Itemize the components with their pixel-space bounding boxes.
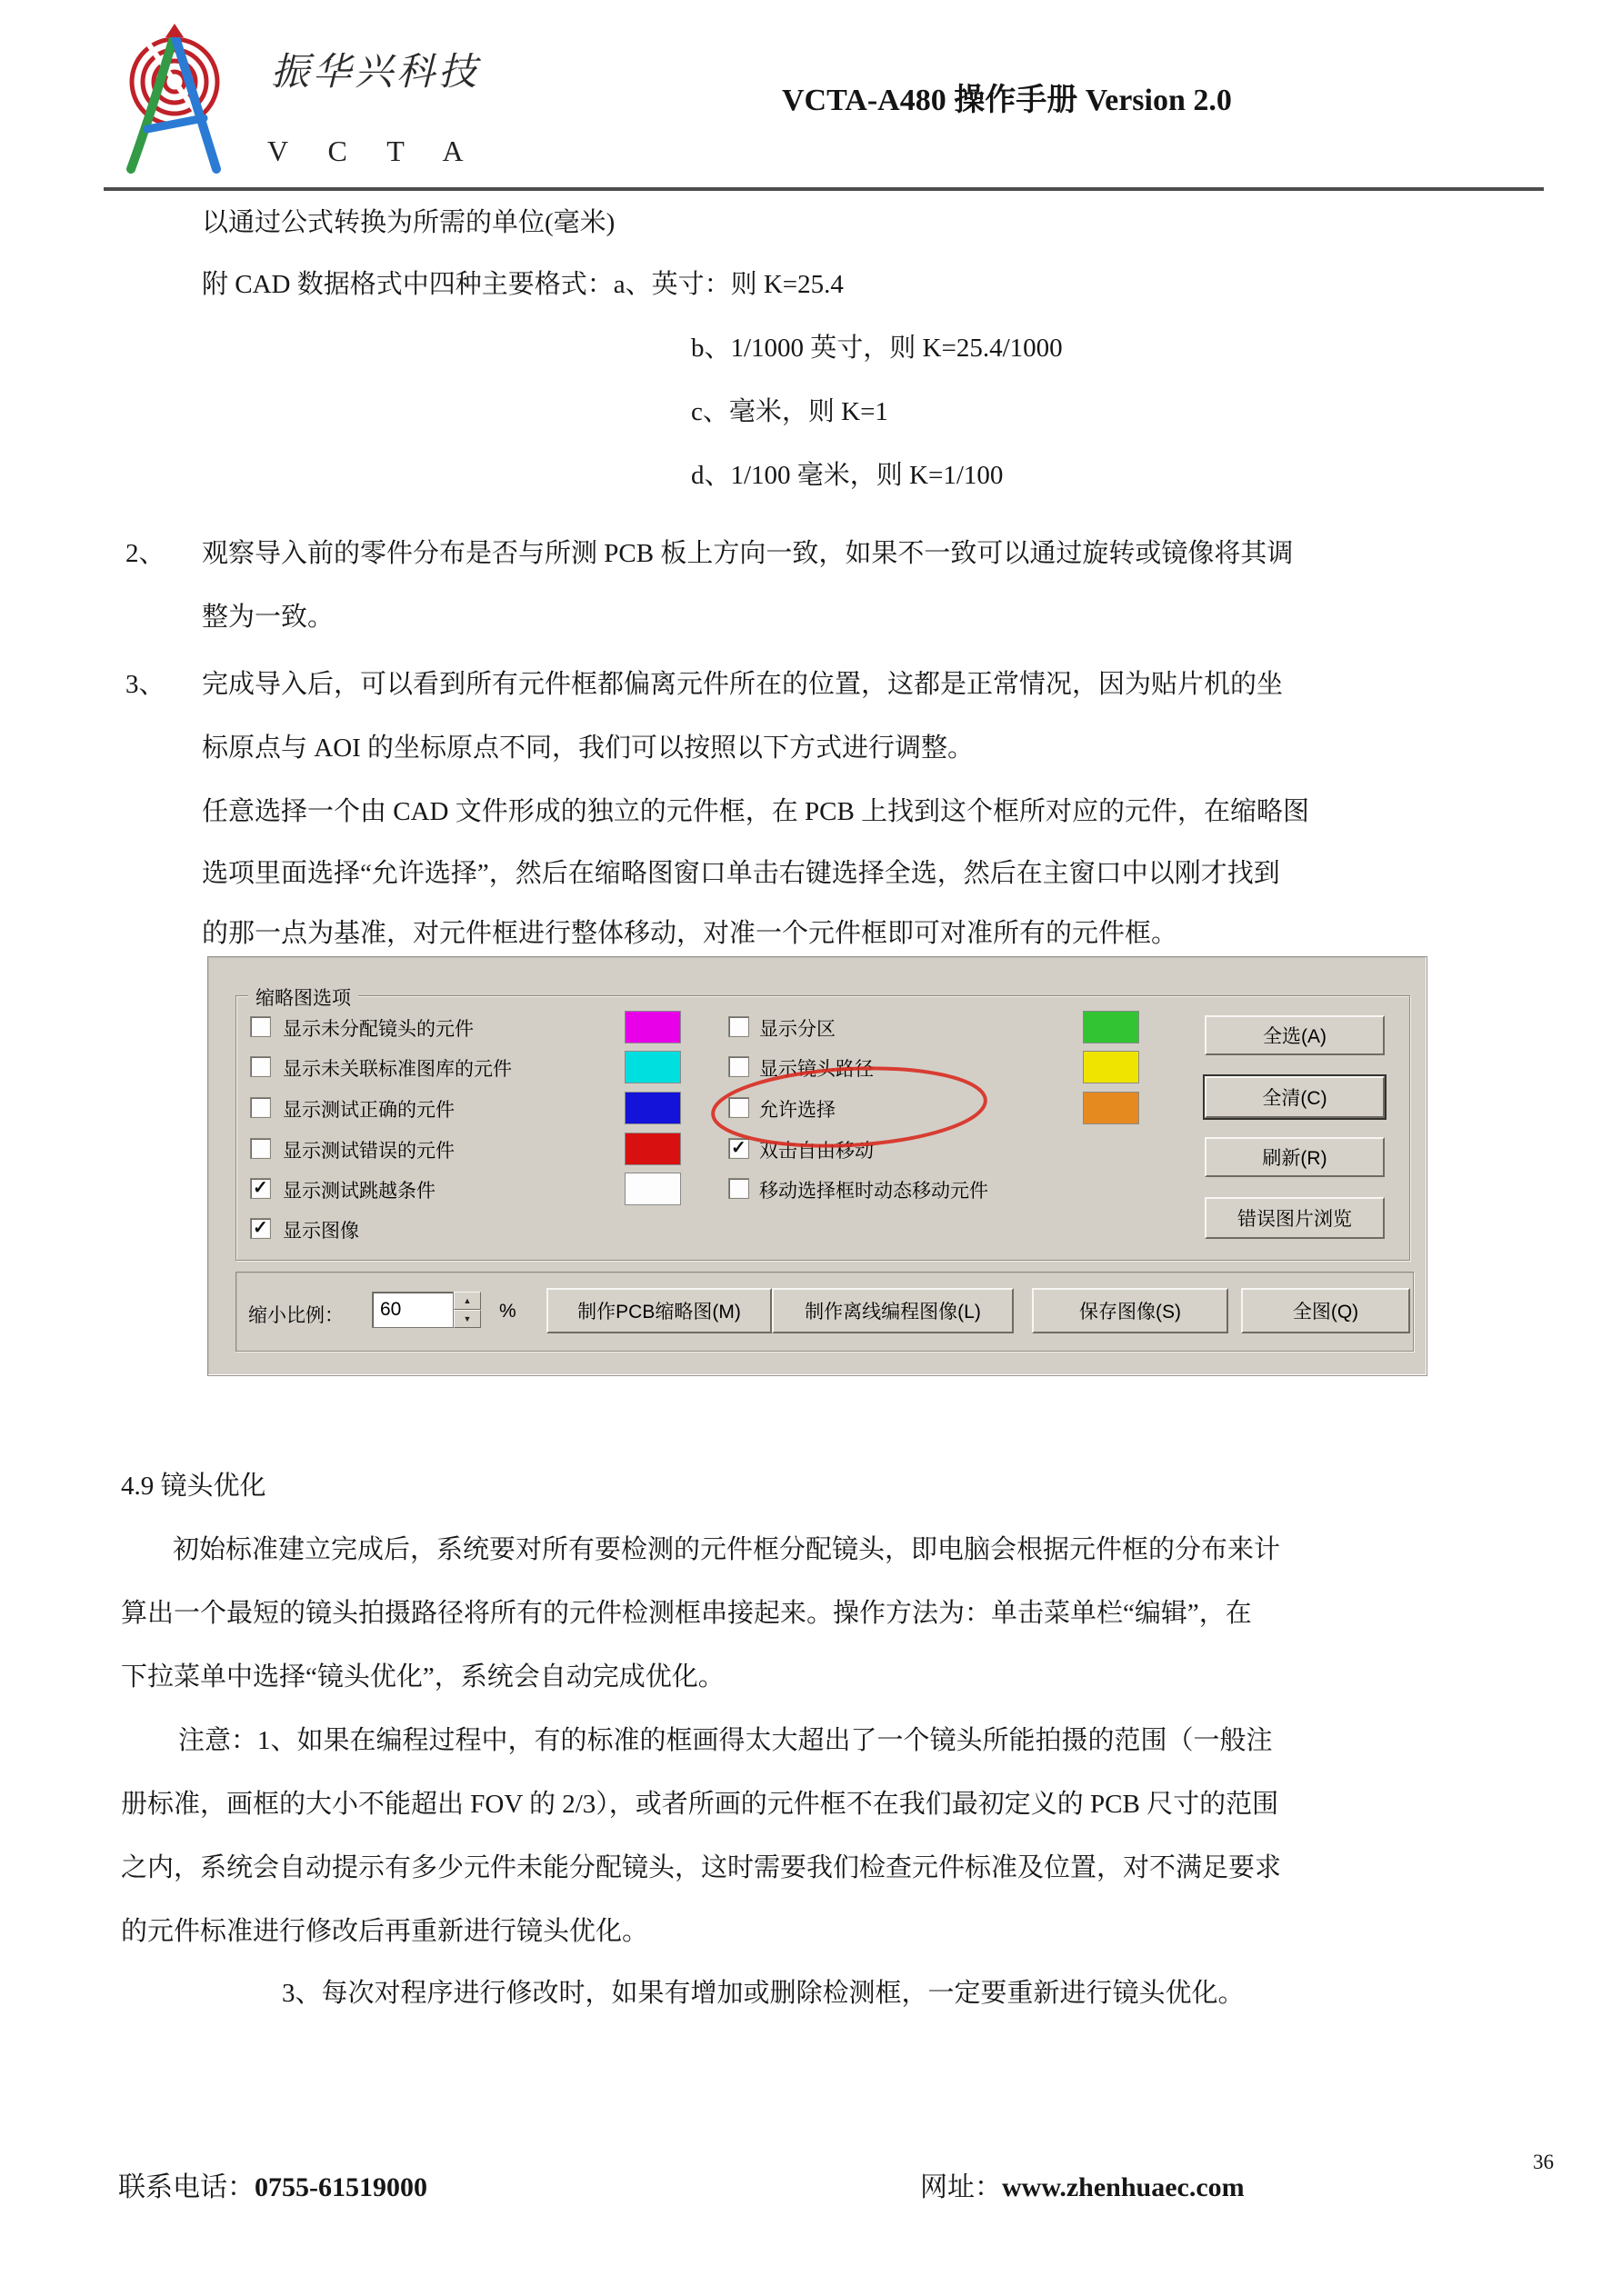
- format-item-d: d、1/100 毫米，则 K=1/100: [691, 461, 1004, 490]
- footer-phone: [118, 2172, 427, 2203]
- scale-label: 缩小比例：: [248, 1305, 344, 1326]
- list-3-line-2: 标原点与 AOI 的坐标原点不同，我们可以按照以下方式进行调整。: [202, 734, 975, 763]
- make-offline-program-image-button[interactable]: 制作离线编程图像(L): [772, 1288, 1014, 1333]
- checkbox-dynamic-move-component[interactable]: [728, 1178, 749, 1199]
- clear-all-button[interactable]: 全清(C): [1205, 1076, 1385, 1118]
- label-allow-select[interactable]: 允许选择: [759, 1100, 836, 1121]
- scale-input[interactable]: 60: [372, 1292, 454, 1328]
- doc-title: VCTA-A480 操作手册 Version 2.0: [782, 84, 1232, 117]
- check-icon: ✓: [253, 1178, 268, 1198]
- section-note-line-2: 册标准，画框的大小不能超出 FOV 的 2/3），或者所画的元件框不在我们最初定义的 PCB 尺寸的范围: [121, 1790, 1279, 1819]
- color-swatch-unassigned-camera: [625, 1011, 681, 1043]
- label-show-unlinked-library[interactable]: 显示未关联标准图库的元件: [283, 1059, 512, 1080]
- intro-line-2: 附 CAD 数据格式中四种主要格式：a、英寸：则 K=25.4: [202, 270, 844, 299]
- color-swatch-test-pass: [625, 1092, 681, 1124]
- save-image-button[interactable]: 保存图像(S): [1032, 1288, 1228, 1333]
- intro-line-1: 以通过公式转换为所需的单位(毫米): [202, 208, 616, 237]
- refresh-button[interactable]: 刷新(R): [1205, 1137, 1385, 1177]
- list-2-line-2: 整为一致。: [202, 603, 335, 632]
- check-icon: ✓: [253, 1218, 268, 1238]
- section-para1-line-2: 算出一个最短的镜头拍摄路径将所有的元件检测框串接起来。操作方法为：单击菜单栏“编辑”，在: [121, 1599, 1252, 1628]
- label-doubleclick-free-move[interactable]: 双击自由移动: [759, 1141, 874, 1162]
- list-3-para-line-3: 的那一点为基准，对元件框进行整体移动，对准一个元件框即可对准所有的元件框。: [202, 919, 1178, 948]
- footer-web-label: 网址：: [920, 2172, 1002, 2202]
- footer-web-url: www.zhenhuaec.com: [1002, 2172, 1245, 2202]
- header-divider: [104, 187, 1544, 191]
- company-logo-icon: [115, 24, 238, 178]
- company-name: 振华兴科技: [271, 52, 481, 94]
- section-note-line-1: 注意：1、如果在编程过程中，有的标准的框画得太大超出了一个镜头所能拍摄的范围（一般注: [178, 1726, 1273, 1755]
- checkbox-show-unassigned-camera[interactable]: [250, 1016, 271, 1037]
- select-all-button[interactable]: 全选(A): [1205, 1015, 1385, 1055]
- checkbox-show-image[interactable]: [250, 1218, 271, 1239]
- section-note-line-4: 的元件标准进行修改后再重新进行镜头优化。: [121, 1917, 649, 1946]
- label-show-image[interactable]: 显示图像: [283, 1221, 359, 1242]
- check-icon: ✓: [731, 1138, 746, 1158]
- checkbox-show-test-pass[interactable]: [250, 1097, 271, 1118]
- label-show-test-pass[interactable]: 显示测试正确的元件: [283, 1100, 455, 1121]
- checkbox-show-test-fail[interactable]: [250, 1138, 271, 1159]
- format-item-c: c、毫米，则 K=1: [691, 397, 888, 426]
- checkbox-show-unlinked-library[interactable]: [250, 1056, 271, 1077]
- section-note-item-3: 3、每次对程序进行修改时，如果有增加或删除检测框，一定要重新进行镜头优化。: [282, 1979, 1245, 2008]
- label-show-skip-condition[interactable]: 显示测试跳越条件: [283, 1181, 436, 1202]
- label-show-partition[interactable]: 显示分区: [759, 1019, 836, 1040]
- groupbox-title: 缩略图选项: [248, 983, 358, 1011]
- footer-phone-number: 0755-61519000: [255, 2172, 427, 2202]
- company-letters: V C T A: [267, 135, 480, 167]
- section-para1-line-1: 初始标准建立完成后，系统要对所有要检测的元件框分配镜头，即电脑会根据元件框的分布来计: [173, 1535, 1281, 1564]
- list-2-line-1: 观察导入前的零件分布是否与所测 PCB 板上方向一致，如果不一致可以通过旋转或镜像将其调: [202, 539, 1294, 568]
- scale-stepper: [454, 1292, 481, 1328]
- label-show-unassigned-camera[interactable]: 显示未分配镜头的元件: [283, 1019, 474, 1040]
- color-swatch-partition: [1083, 1011, 1139, 1043]
- list-3-para-line-1: 任意选择一个由 CAD 文件形成的独立的元件框，在 PCB 上找到这个框所对应的元件，在缩略图: [202, 797, 1310, 826]
- label-show-test-fail[interactable]: 显示测试错误的元件: [283, 1141, 455, 1162]
- color-swatch-camera-path: [1083, 1051, 1139, 1083]
- label-dynamic-move-component[interactable]: 移动选择框时动态移动元件: [759, 1181, 988, 1202]
- color-swatch-skip-condition: [625, 1173, 681, 1205]
- footer-phone-label: 联系电话：: [118, 2172, 255, 2202]
- list-2-number: 2、: [125, 539, 165, 568]
- footer-website: [920, 2172, 1245, 2203]
- label-show-camera-path[interactable]: 显示镜头路径: [759, 1059, 874, 1080]
- thumbnail-options-dialog: [207, 956, 1427, 1376]
- list-3-para-line-2: 选项里面选择“允许选择”，然后在缩略图窗口单击右键选择全选，然后在主窗口中以刚才找到: [202, 859, 1280, 888]
- list-3-number: 3、: [125, 670, 165, 699]
- error-image-browse-button[interactable]: 错误图片浏览: [1205, 1197, 1385, 1239]
- spin-down-icon[interactable]: ▼: [454, 1310, 481, 1328]
- annotation-ellipse: [706, 1062, 993, 1153]
- checkbox-show-partition[interactable]: [728, 1016, 749, 1037]
- format-item-b: b、1/1000 英寸，则 K=25.4/1000: [691, 334, 1063, 363]
- full-view-button[interactable]: 全图(Q): [1241, 1288, 1410, 1333]
- checkbox-show-skip-condition[interactable]: [250, 1178, 271, 1199]
- make-pcb-thumbnail-button[interactable]: 制作PCB缩略图(M): [546, 1288, 772, 1333]
- list-3-line-1: 完成导入后，可以看到所有元件框都偏离元件所在的位置，这都是正常情况，因为贴片机的坐: [202, 670, 1284, 699]
- color-swatch-test-fail: [625, 1133, 681, 1165]
- color-swatch-unlinked-library: [625, 1051, 681, 1083]
- spin-up-icon[interactable]: ▲: [454, 1292, 481, 1310]
- section-note-line-3: 之内，系统会自动提示有多少元件未能分配镜头，这时需要我们检查元件标准及位置，对不满足要求: [121, 1853, 1282, 1882]
- section-heading: 4.9 镜头优化: [121, 1472, 266, 1501]
- color-swatch-allow-select: [1083, 1092, 1139, 1124]
- page-number: 36: [1533, 2151, 1554, 2173]
- percent-label: %: [499, 1301, 516, 1322]
- section-para1-line-3: 下拉菜单中选择“镜头优化”，系统会自动完成优化。: [121, 1662, 725, 1692]
